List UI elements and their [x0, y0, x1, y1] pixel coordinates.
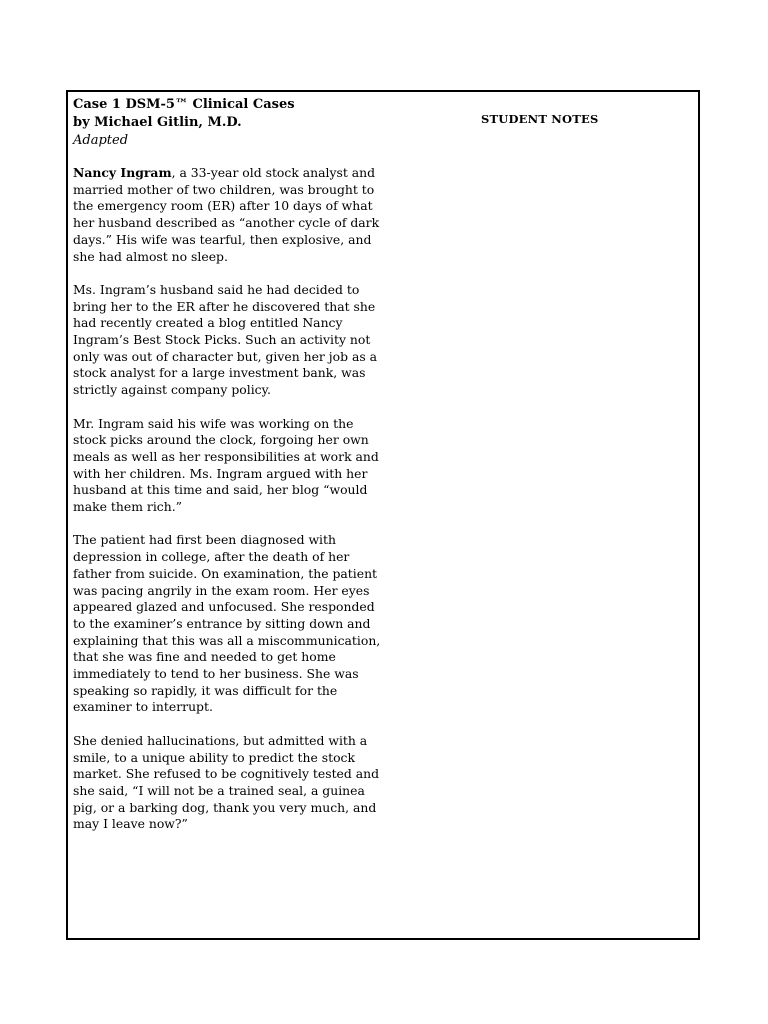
paragraph-1-text: , a 33-year old stock analyst and married mother of two children, was brought to the emergency room (ER) after 10 days of what her husband described as “another cycle of dark days.” His wife was tearful, then explosive, and she had almost no sleep. [73, 165, 380, 264]
student-notes-heading: STUDENT NOTES [481, 112, 599, 126]
document-frame [66, 90, 700, 940]
case-author: by Michael Gitlin, M.D. [73, 115, 242, 130]
paragraph-5: She denied hallucinations, but admitted with a smile, to a unique ability to predict the stock market. She refused to be cognitively tested and she said, “I will not be a trained seal, a guinea pig, or a barking dog, thank you very much, and may I leave now?” [73, 732, 380, 832]
patient-name: Nancy Ingram [73, 165, 172, 180]
paragraph-3: Mr. Ingram said his wife was working on the stock picks around the clock, forgoing her own meals as well as her responsibilities at work and with her children. Ms. Ingram argued with her husband at this time and said, her blog “would make them rich.” [73, 415, 379, 515]
paragraph-4: The patient had first been diagnosed with depression in college, after the death of her father from suicide. On examination, the patient was pacing angrily in the exam room. Her eyes appeared glazed and unfocused. She responded to the examiner’s entrance by sitting down and explaining that this was all a miscommunication, that she was fine and needed to get home immediately to tend to her business. She was speaking so rapidly, it was difficult for the examiner to interrupt. [73, 532, 381, 715]
case-text-column [73, 96, 385, 833]
case-subtitle: Adapted [73, 133, 129, 148]
case-title: Case 1 DSM-5™ Clinical Cases [73, 97, 295, 112]
paragraph-1 [73, 165, 385, 265]
paragraph-2: Ms. Ingram’s husband said he had decided to bring her to the ER after he discovered that she had recently created a blog entitled Nancy Ingram’s Best Stock Picks. Such an activity not only was out of character but, given her job as a stock analyst for a large investment bank, was strictly against company policy. [73, 281, 378, 398]
